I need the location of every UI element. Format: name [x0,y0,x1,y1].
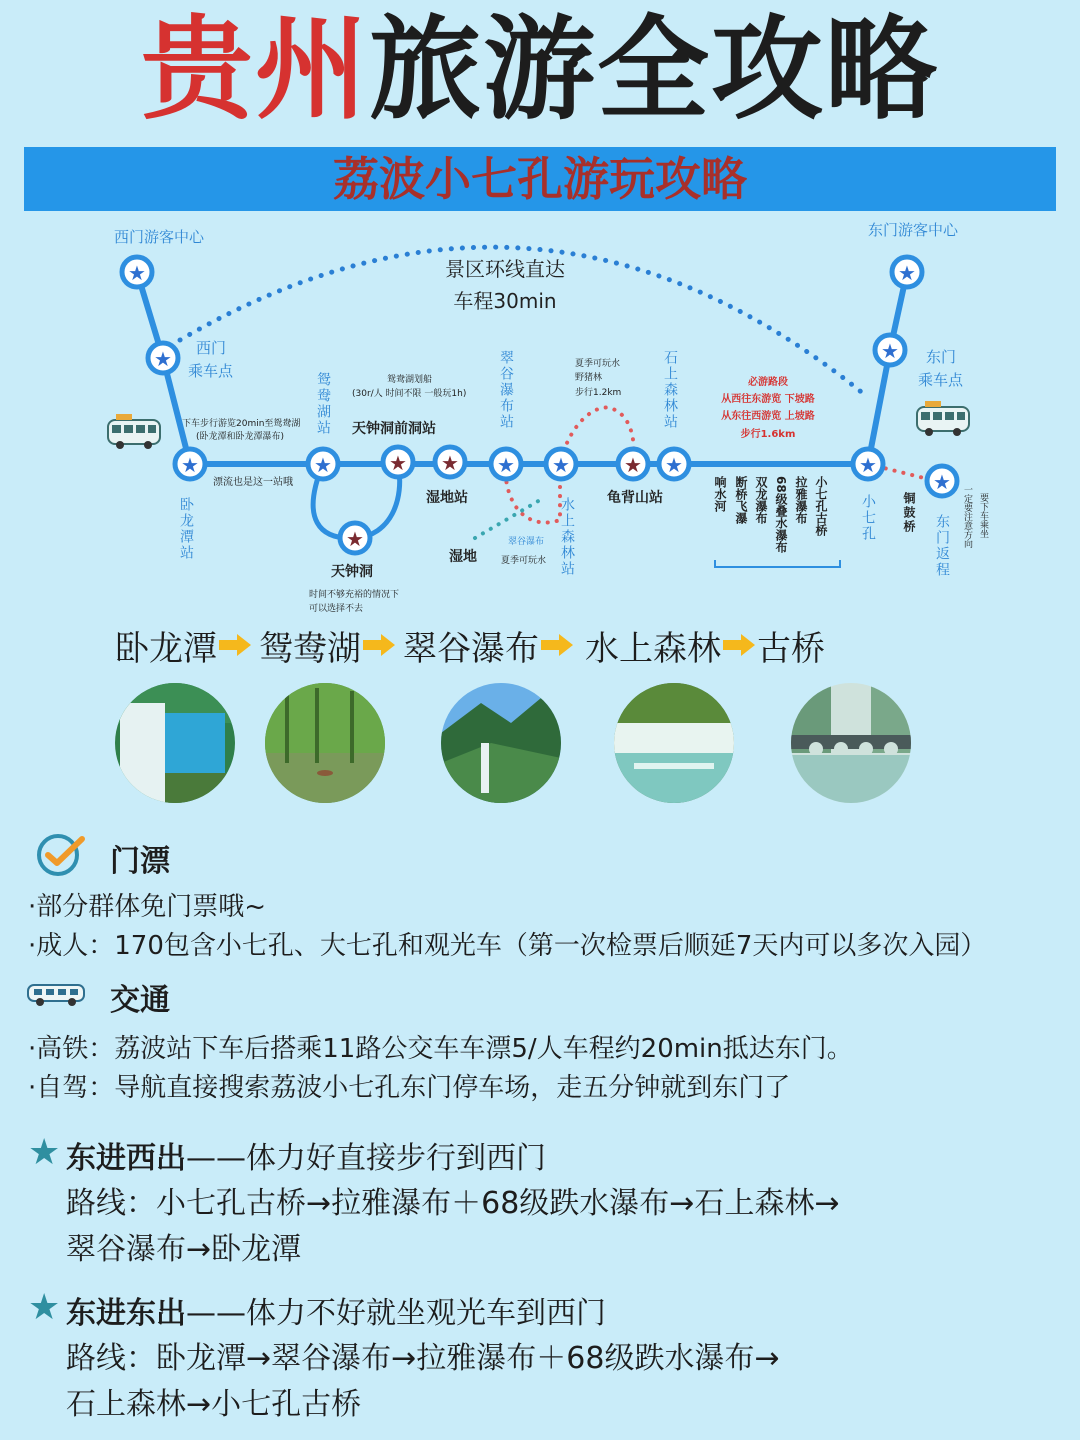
station-cuigu [491,449,521,479]
spot-guqiao: 小七孔古桥 [814,476,828,536]
spot-shuanglong: 双龙瀑布 [754,476,768,524]
spot-xiangshui: 响水河 [713,476,727,512]
svg-text:★: ★ [154,347,172,371]
svg-text:★: ★ [624,453,642,477]
check-circle-icon [34,833,86,877]
star-icon: ★ [28,1132,61,1173]
plan2-head: 东进东出 [66,1296,186,1331]
seq-item-5: 古桥 [757,628,825,669]
traffic-line-1: ·高铁：荔波站下车后搭乘11路公交车车漂5/人车程约20min抵达东门。 [28,1034,853,1064]
summer-water: 夏季可玩水 [501,556,547,566]
station-east-center [892,257,922,287]
plan2-desc: ——体力不好就坐观光车到西门 [186,1296,606,1331]
svg-text:★: ★ [859,453,877,477]
ticket-heading: 门漂 [110,844,170,879]
photo-cuigu [441,683,561,803]
summer-note-1: 夏季可玩水 [575,359,621,369]
bus-icon [26,979,88,1009]
spots-bracket [715,560,840,567]
ticket-line-1: ·部分群体免门票哦~ [28,892,267,922]
route-map [0,215,1080,615]
plan2-title [66,1288,606,1332]
walk-note-1: 下车步行游览20min至鸳鸯湖 [182,419,301,429]
sequence-row [115,622,825,668]
photo-wolongtan [115,683,235,803]
svg-text:★: ★ [181,453,199,477]
traffic-heading: 交通 [110,983,170,1018]
station-shuishang [546,449,576,479]
label-tianzhong-front: 天钟洞前洞站 [352,421,436,437]
svg-text:★: ★ [314,453,332,477]
label-wolongtan: 卧龙潭站 [178,497,194,561]
boat-note-1: 鸳鸯湖划船 [387,375,433,385]
star-icon: ★ [28,1287,61,1328]
label-wetland: 湿地 [449,549,477,565]
spot-68: 68级叠水瀑布 [774,476,788,553]
station-tianzhong-cave [340,523,370,553]
station-yuanyang [308,449,338,479]
svg-text:★: ★ [933,470,951,494]
arrow-right-icon [361,632,397,658]
svg-text:★: ★ [898,261,916,285]
label-loop-2: 车程30min [453,289,557,313]
arrow-right-icon [217,632,253,658]
label-tonggu: 铜鼓桥 [902,492,916,534]
plan1-line-2: 翠谷瀑布→卧龙潭 [66,1232,302,1267]
svg-text:★: ★ [389,451,407,475]
summer-note-3: 步行1.2km [575,388,622,398]
plan1-line-1: 路线：小七孔古桥→拉雅瀑布＋68级跌水瀑布→石上森林→ [66,1186,840,1221]
seq-item-4: 水上森林 [585,628,721,669]
label-xiaoqikong: 小七孔 [860,494,876,542]
title-red: 贵州 [141,5,369,135]
label-yuanyang: 鸳鸯湖站 [315,372,331,436]
seq-item-1: 卧龙潭 [115,628,217,669]
plan1-desc: ——体力好直接步行到西门 [186,1141,546,1176]
rafting-note: 漂流也是这一站哦 [213,477,293,488]
traffic-line-2: ·自驾：导航直接搜索荔波小七孔东门停车场，走五分钟就到东门了 [28,1073,791,1103]
must-1: 必游路段 [748,377,788,388]
label-shuishang: 水上森林站 [559,497,575,577]
plan1-head: 东进西出 [66,1141,186,1176]
station-xiaoqikong [853,449,883,479]
station-west-pickup [148,343,178,373]
return-note-1: 要下车乘坐 [978,493,988,538]
cave-note-1: 时间不够充裕的情况下 [309,590,400,600]
plan2-line-2: 石上森林→小七孔古桥 [66,1387,362,1422]
summer-note-2: 野猪林 [575,373,603,383]
svg-text:★: ★ [881,339,899,363]
label-shishang: 石上森林站 [662,350,678,430]
label-east-return: 东门返程 [934,514,950,578]
bus-icon-east [917,401,969,436]
boat-note-2: (30r/人 时间不限 一般玩1h) [352,389,467,399]
plan1-title [66,1133,546,1177]
station-tianzhong-front [383,447,413,477]
station-wolongtan [175,449,205,479]
svg-text:★: ★ [665,453,683,477]
label-guibei: 龟背山站 [607,490,663,506]
must-2: 从西往东游览 下坡路 [721,394,815,405]
label-west-pickup: 西门乘车点 [188,339,234,380]
title-black: 旅游全攻略 [369,5,939,135]
photo-shuishang [614,683,734,803]
label-west-center: 西门游客中心 [114,228,205,246]
label-cuigu-fall: 翠谷瀑布 [508,537,545,547]
label-cuigu: 翠谷瀑布站 [498,350,514,430]
page-title [0,0,1080,140]
spot-duanqiao: 断桥飞瀑 [734,476,748,524]
svg-text:★: ★ [497,453,515,477]
arrow-right-icon [539,632,575,658]
station-east-pickup [875,335,905,365]
photo-yuanyang [265,683,385,803]
station-shishang [659,449,689,479]
return-note-2: 一定要注意方向 [962,485,972,548]
label-loop-1: 景区环线直达 [445,257,565,281]
subtitle-banner: 荔波小七孔游玩攻略 [24,147,1056,211]
svg-text:★: ★ [346,527,364,551]
label-east-pickup: 东门乘车点 [918,348,964,389]
svg-text:★: ★ [441,451,459,475]
svg-text:★: ★ [552,453,570,477]
must-4: 步行1.6km [740,429,796,440]
photo-guqiao [791,683,911,803]
label-wetland-station: 湿地站 [426,490,468,506]
station-west-center [122,257,152,287]
label-east-center: 东门游客中心 [868,221,959,239]
ticket-line-2: ·成人：170包含小七孔、大七孔和观光车（第一次检票后顺延7天内可以多次入园） [28,931,987,961]
bus-icon-west [108,414,160,449]
label-tianzhong-cave: 天钟洞 [331,564,373,580]
svg-text:★: ★ [128,261,146,285]
seq-item-2: 鸳鸯湖 [259,628,361,669]
cave-note-2: 可以选择不去 [309,604,364,614]
plan2-line-1: 路线：卧龙潭→翠谷瀑布→拉雅瀑布＋68级跌水瀑布→ [66,1341,780,1376]
arrow-right-icon [721,632,757,658]
station-guibei [618,449,648,479]
seq-item-3: 翠谷瀑布 [403,628,539,669]
must-3: 从东往西游览 上坡路 [721,411,815,422]
station-east-return [927,466,957,496]
station-wetland [435,447,465,477]
walk-note-2: (卧龙潭和卧龙潭瀑布) [196,432,285,442]
spot-laya: 拉雅瀑布 [794,476,808,524]
